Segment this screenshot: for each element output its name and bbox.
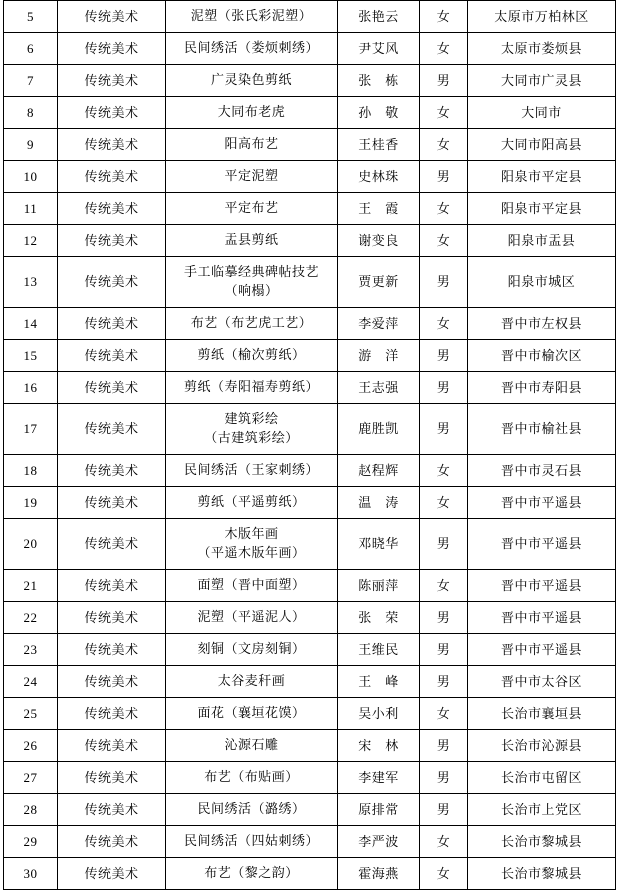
table-row <box>4 1 616 33</box>
project-name-line: 剪纸（榆次剪纸） <box>197 347 306 363</box>
table-row <box>4 161 616 193</box>
cell-project-name <box>166 762 338 794</box>
cell-sequence-number: 13 <box>4 257 58 308</box>
table-row <box>4 794 616 826</box>
cell-project-name <box>166 634 338 666</box>
cell-region: 长治市黎城县 <box>468 858 616 890</box>
cell-sequence-number: 17 <box>4 404 58 455</box>
cell-sequence-number: 6 <box>4 33 58 65</box>
cell-gender: 男 <box>420 161 468 193</box>
cell-project-name <box>166 33 338 65</box>
cell-project-name <box>166 666 338 698</box>
cell-category: 传统美术 <box>58 340 166 372</box>
table-row <box>4 97 616 129</box>
cell-applicant-name: 王 霞 <box>338 193 420 225</box>
project-name-line: 剪纸（寿阳福寿剪纸） <box>183 379 319 395</box>
cell-applicant-name: 李爱萍 <box>338 308 420 340</box>
cell-project-name <box>166 487 338 519</box>
cell-gender: 女 <box>420 858 468 890</box>
project-name-line: 阳高布艺 <box>224 136 279 152</box>
cell-category: 传统美术 <box>58 762 166 794</box>
cell-applicant-name: 张艳云 <box>338 1 420 33</box>
table-row <box>4 519 616 570</box>
cell-applicant-name: 张 荣 <box>338 602 420 634</box>
cell-project-name <box>166 97 338 129</box>
project-name-line: 泥塑（张氏彩泥塑） <box>190 8 313 24</box>
table-body <box>4 1 616 890</box>
cell-gender: 女 <box>420 225 468 257</box>
project-name-line: 平定布艺 <box>224 200 279 216</box>
project-name-line: 民间绣活（潞绣） <box>197 801 306 817</box>
cell-gender: 女 <box>420 97 468 129</box>
cell-sequence-number: 7 <box>4 65 58 97</box>
project-name-line: 手工临摹经典碑帖技艺 <box>183 264 319 280</box>
cell-project-name <box>166 455 338 487</box>
cell-gender: 男 <box>420 519 468 570</box>
cell-region: 晋中市榆次区 <box>468 340 616 372</box>
cell-sequence-number: 18 <box>4 455 58 487</box>
cell-applicant-name: 贾更新 <box>338 257 420 308</box>
cell-gender: 女 <box>420 487 468 519</box>
cell-sequence-number: 5 <box>4 1 58 33</box>
project-name-line: 大同布老虎 <box>217 104 286 120</box>
cell-region: 晋中市灵石县 <box>468 455 616 487</box>
cell-applicant-name: 张 栋 <box>338 65 420 97</box>
cell-gender: 男 <box>420 404 468 455</box>
cell-project-name <box>166 826 338 858</box>
cell-applicant-name: 王桂香 <box>338 129 420 161</box>
project-name-line: 太谷麦秆画 <box>217 673 286 689</box>
cell-sequence-number: 26 <box>4 730 58 762</box>
cell-applicant-name: 陈丽萍 <box>338 570 420 602</box>
cell-category: 传统美术 <box>58 225 166 257</box>
cell-sequence-number: 8 <box>4 97 58 129</box>
cell-region: 大同市广灵县 <box>468 65 616 97</box>
cell-project-name <box>166 193 338 225</box>
cell-gender: 男 <box>420 65 468 97</box>
cell-region: 阳泉市盂县 <box>468 225 616 257</box>
cell-project-name <box>166 340 338 372</box>
table-row <box>4 193 616 225</box>
cell-gender: 女 <box>420 129 468 161</box>
cell-category: 传统美术 <box>58 487 166 519</box>
cell-category: 传统美术 <box>58 634 166 666</box>
cell-applicant-name: 史林珠 <box>338 161 420 193</box>
cell-project-name <box>166 858 338 890</box>
table-row <box>4 257 616 308</box>
project-name-line: 布艺（布贴画） <box>204 769 299 785</box>
cell-applicant-name: 王志强 <box>338 372 420 404</box>
cell-category: 传统美术 <box>58 65 166 97</box>
cell-applicant-name: 吴小利 <box>338 698 420 730</box>
table-row <box>4 666 616 698</box>
cell-sequence-number: 27 <box>4 762 58 794</box>
project-name-line: 刻铜（文房刻铜） <box>197 641 306 657</box>
cell-category: 传统美术 <box>58 602 166 634</box>
cell-applicant-name: 邓晓华 <box>338 519 420 570</box>
cell-project-name <box>166 65 338 97</box>
cell-gender: 女 <box>420 193 468 225</box>
cell-gender: 女 <box>420 826 468 858</box>
cell-category: 传统美术 <box>58 570 166 602</box>
project-name-line: （响榻） <box>224 283 279 298</box>
cell-sequence-number: 19 <box>4 487 58 519</box>
project-name-line: 民间绣活（王家刺绣） <box>183 462 319 478</box>
cell-region: 阳泉市城区 <box>468 257 616 308</box>
cell-project-name <box>166 1 338 33</box>
cell-category: 传统美术 <box>58 858 166 890</box>
cell-sequence-number: 9 <box>4 129 58 161</box>
table-row <box>4 698 616 730</box>
cell-region: 阳泉市平定县 <box>468 193 616 225</box>
cell-region: 大同市阳高县 <box>468 129 616 161</box>
cell-sequence-number: 24 <box>4 666 58 698</box>
cell-project-name <box>166 372 338 404</box>
cell-project-name <box>166 404 338 455</box>
cell-gender: 男 <box>420 794 468 826</box>
table-row <box>4 858 616 890</box>
cell-region: 晋中市左权县 <box>468 308 616 340</box>
cell-applicant-name: 宋 林 <box>338 730 420 762</box>
cell-sequence-number: 14 <box>4 308 58 340</box>
cell-region: 长治市襄垣县 <box>468 698 616 730</box>
cell-region: 长治市上党区 <box>468 794 616 826</box>
cell-gender: 男 <box>420 340 468 372</box>
cell-sequence-number: 28 <box>4 794 58 826</box>
cell-category: 传统美术 <box>58 308 166 340</box>
cell-gender: 男 <box>420 666 468 698</box>
cell-gender: 女 <box>420 455 468 487</box>
cell-region: 晋中市平遥县 <box>468 634 616 666</box>
cell-project-name <box>166 730 338 762</box>
cell-sequence-number: 10 <box>4 161 58 193</box>
cell-gender: 男 <box>420 634 468 666</box>
project-name-line: 泥塑（平遥泥人） <box>197 609 306 625</box>
cell-region: 太原市娄烦县 <box>468 33 616 65</box>
table-row <box>4 65 616 97</box>
project-name-line: 布艺（黎之韵） <box>204 865 299 881</box>
cell-sequence-number: 29 <box>4 826 58 858</box>
cell-category: 传统美术 <box>58 666 166 698</box>
cell-gender: 男 <box>420 730 468 762</box>
cell-project-name <box>166 308 338 340</box>
cell-sequence-number: 23 <box>4 634 58 666</box>
cell-sequence-number: 20 <box>4 519 58 570</box>
table-row <box>4 225 616 257</box>
cell-category: 传统美术 <box>58 97 166 129</box>
project-name-line: （平遥木版年画） <box>197 545 306 560</box>
cell-applicant-name: 游 洋 <box>338 340 420 372</box>
cell-gender: 男 <box>420 372 468 404</box>
cell-gender: 男 <box>420 257 468 308</box>
project-name-line: （古建筑彩绘） <box>204 430 299 445</box>
cell-category: 传统美术 <box>58 455 166 487</box>
cell-applicant-name: 王维民 <box>338 634 420 666</box>
cell-sequence-number: 16 <box>4 372 58 404</box>
table-row <box>4 487 616 519</box>
cell-sequence-number: 12 <box>4 225 58 257</box>
cell-region: 晋中市平遥县 <box>468 570 616 602</box>
cell-sequence-number: 11 <box>4 193 58 225</box>
cell-region: 晋中市太谷区 <box>468 666 616 698</box>
cell-sequence-number: 15 <box>4 340 58 372</box>
cell-applicant-name: 尹艾风 <box>338 33 420 65</box>
table-row <box>4 826 616 858</box>
cell-category: 传统美术 <box>58 404 166 455</box>
table-row <box>4 372 616 404</box>
cell-category: 传统美术 <box>58 826 166 858</box>
cell-applicant-name: 温 涛 <box>338 487 420 519</box>
project-name-line: 布艺（布艺虎工艺） <box>190 315 313 331</box>
cell-project-name <box>166 698 338 730</box>
project-name-line: 民间绣活（娄烦刺绣） <box>183 40 319 56</box>
cell-sequence-number: 21 <box>4 570 58 602</box>
cell-applicant-name: 霍海燕 <box>338 858 420 890</box>
table-row <box>4 455 616 487</box>
cell-sequence-number: 25 <box>4 698 58 730</box>
cell-gender: 男 <box>420 762 468 794</box>
table-row <box>4 129 616 161</box>
table-row <box>4 602 616 634</box>
cell-category: 传统美术 <box>58 129 166 161</box>
cell-sequence-number: 30 <box>4 858 58 890</box>
cell-gender: 男 <box>420 602 468 634</box>
cell-project-name <box>166 161 338 193</box>
cell-region: 长治市黎城县 <box>468 826 616 858</box>
cell-applicant-name: 赵程辉 <box>338 455 420 487</box>
cell-region: 大同市 <box>468 97 616 129</box>
cell-region: 晋中市榆社县 <box>468 404 616 455</box>
cell-applicant-name: 孙 敬 <box>338 97 420 129</box>
cell-gender: 女 <box>420 698 468 730</box>
cell-region: 晋中市平遥县 <box>468 487 616 519</box>
cell-category: 传统美术 <box>58 257 166 308</box>
cell-project-name <box>166 519 338 570</box>
cell-applicant-name: 鹿胜凯 <box>338 404 420 455</box>
cell-project-name <box>166 794 338 826</box>
cell-region: 晋中市平遥县 <box>468 519 616 570</box>
cell-region: 晋中市寿阳县 <box>468 372 616 404</box>
cell-applicant-name: 王 峰 <box>338 666 420 698</box>
cell-region: 长治市屯留区 <box>468 762 616 794</box>
cell-region: 晋中市平遥县 <box>468 602 616 634</box>
cell-applicant-name: 李建军 <box>338 762 420 794</box>
table-row <box>4 730 616 762</box>
heritage-projects-table <box>3 0 616 890</box>
table-row <box>4 762 616 794</box>
cell-sequence-number: 22 <box>4 602 58 634</box>
cell-category: 传统美术 <box>58 519 166 570</box>
cell-category: 传统美术 <box>58 161 166 193</box>
project-name-line: 面花（襄垣花馍） <box>197 705 306 721</box>
cell-category: 传统美术 <box>58 730 166 762</box>
cell-project-name <box>166 225 338 257</box>
cell-category: 传统美术 <box>58 193 166 225</box>
table-row <box>4 634 616 666</box>
cell-applicant-name: 原排常 <box>338 794 420 826</box>
cell-project-name <box>166 257 338 308</box>
cell-category: 传统美术 <box>58 33 166 65</box>
cell-category: 传统美术 <box>58 372 166 404</box>
cell-project-name <box>166 570 338 602</box>
table-row <box>4 33 616 65</box>
project-name-line: 盂县剪纸 <box>224 232 279 248</box>
cell-region: 阳泉市平定县 <box>468 161 616 193</box>
cell-gender: 女 <box>420 308 468 340</box>
cell-gender: 女 <box>420 570 468 602</box>
project-name-line: 木版年画 <box>224 526 279 542</box>
project-name-line: 沁源石雕 <box>224 737 279 753</box>
cell-project-name <box>166 129 338 161</box>
table-row <box>4 340 616 372</box>
project-name-line: 面塑（晋中面塑） <box>197 577 306 593</box>
project-name-line: 剪纸（平遥剪纸） <box>197 494 306 510</box>
project-name-line: 民间绣活（四姑刺绣） <box>183 833 319 849</box>
cell-gender: 女 <box>420 33 468 65</box>
cell-region: 太原市万柏林区 <box>468 1 616 33</box>
cell-category: 传统美术 <box>58 794 166 826</box>
cell-gender: 女 <box>420 1 468 33</box>
project-name-line: 建筑彩绘 <box>224 411 279 427</box>
cell-category: 传统美术 <box>58 1 166 33</box>
table-row <box>4 404 616 455</box>
cell-applicant-name: 李严波 <box>338 826 420 858</box>
cell-region: 长治市沁源县 <box>468 730 616 762</box>
cell-project-name <box>166 602 338 634</box>
table-row <box>4 570 616 602</box>
cell-applicant-name: 谢变良 <box>338 225 420 257</box>
project-name-line: 广灵染色剪纸 <box>210 72 292 88</box>
cell-category: 传统美术 <box>58 698 166 730</box>
project-name-line: 平定泥塑 <box>224 168 279 184</box>
table-row <box>4 308 616 340</box>
